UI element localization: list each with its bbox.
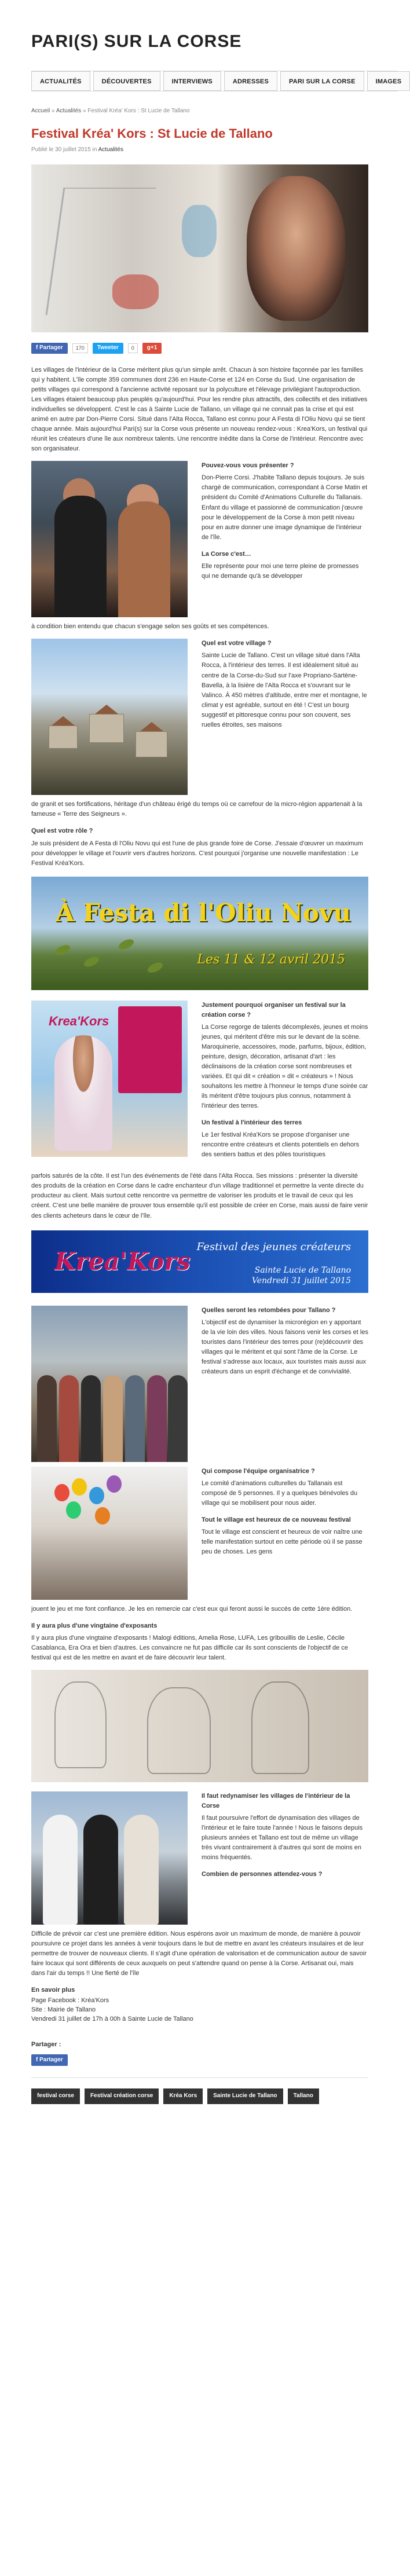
- share-row: [31, 343, 368, 354]
- hero-paint-blue: [182, 205, 217, 257]
- banner-date: Vendredi 31 juillet 2015: [251, 1276, 351, 1285]
- team-block: [31, 1467, 368, 1600]
- poster-title: Krea'Kors: [49, 1013, 109, 1028]
- benefits-text: [202, 1306, 368, 1462]
- answer-continued: à condition bien entendu que chacun s'engage selon ses goûts et ses compétences.: [31, 623, 269, 631]
- village-house: [89, 714, 124, 743]
- facebook-share-button[interactable]: f Partager: [31, 2054, 68, 2066]
- article-category-link[interactable]: Actualités: [98, 146, 123, 153]
- site-logo[interactable]: PARI(S) SUR LA CORSE: [31, 32, 242, 51]
- answer: Le 1er festival Kréa'Kors se propose d'organiser une rencontre entre créateurs et clients potentiels en dehors des sentiers battus et des pôles touristiques: [202, 1131, 360, 1159]
- breadcrumb-sep: »: [50, 108, 56, 114]
- village-house: [49, 725, 78, 749]
- nav-item-decouvertes[interactable]: DÉCOUVERTES: [93, 71, 160, 91]
- nav-item-pari-sur-la-corse[interactable]: PARI SUR LA CORSE: [280, 71, 364, 91]
- krea-kors-poster: [31, 1001, 188, 1157]
- answer: Je suis président de A Festa di l'Oliu Novu qui est l'une de plus grande foire de Corse. J'essaie d'œuvrer un maximum pour développer le village et l'ouvrir vers d'autres horizons. C'est pourquoi j'organise une nouvelle manifestation : Le Festival Kréa'Kors.: [31, 840, 363, 867]
- photo-person: [118, 501, 170, 617]
- banner-date: Les 11 & 12 avril 2015: [197, 952, 345, 967]
- share-label: Partager :: [31, 2040, 61, 2048]
- photo-person: [37, 1375, 57, 1462]
- article-title: Festival Kréa' Kors : St Lucie de Tallano: [31, 126, 273, 141]
- balloon-shape: [95, 1507, 110, 1525]
- answer-continued: parfois saturés de la côte. Il est l'un des événements de l'été dans l'Alta Rocca. Ses missions : présenter la diversité des produits de la création en Corse dans le cadre enchanteur d'un village traditionnel et permettre la vente directe du producteur au client. Mais surtout cette rencontre va permettre de valoriser les produits et le travail de ceux qui les créent. C'est une belle manière de prouver tous ensemble qu'il est possible de créer en Corse, mais aussi de faire venir des clients acheteurs dans le cœur de l'île.: [31, 1172, 368, 1219]
- answer: Il y aura plus d'une vingtaine d'exposants ! Malogi éditions, Amelia Rose, LUFA, Les gribouillis de Leslie, Cécile Casablanca, Era Ora et bien d'autres. Les convaincre ne fut pas difficile car ils sont conscients de l'objectif de ce festival qui est de les mettre en avant et de faire découvrir leur talent.: [31, 1634, 348, 1661]
- olive-shape: [117, 937, 135, 951]
- question: Justement pourquoi organiser un festival sur la création corse ?: [202, 1001, 346, 1018]
- redynamize-text: [202, 1791, 368, 1925]
- top-bar: [0, 0, 398, 6]
- answer: Le comité d'animations culturelles du Tallanais est composé de 5 personnes. Il y a quelques bénévoles du village qui se mobilisent pour nous aider.: [202, 1479, 358, 1507]
- breadcrumb-section[interactable]: Actualités: [56, 108, 82, 114]
- creation-block: [31, 1001, 368, 1167]
- festa-oliu-novu-banner: [31, 877, 368, 990]
- photo-person: [147, 1375, 167, 1462]
- banner-title: À Festa di l'Oliu Novu: [55, 898, 351, 927]
- village-roof: [95, 705, 118, 714]
- tag-tallano[interactable]: Tallano: [288, 2088, 319, 2104]
- balloon-shape: [54, 1484, 69, 1501]
- photo-person: [83, 1815, 118, 1925]
- tag-festival-creation-corse[interactable]: Festival création corse: [85, 2088, 159, 2104]
- answer: Difficile de prévoir car c'est une première édition. Nous espérons avoir un maximum de monde, de manière à pouvoir poursuivre ce projet dans les années à venir toujours dans le but de mettre en avant les créateurs insulaires et de leur permettre de trouver de nouveaux clients. Il s'agit d'une opération de valorisation et de communication autour de savoir faire locaux qui sont différents de ceux auxquels on peut s'attendre quand on pense à la Corse. Artisanat oui, mais dans l'air du temps !! Une fierté de l'île: [31, 1930, 367, 1977]
- interview-text: [202, 461, 368, 617]
- question: Qui compose l'équipe organisatrice ?: [202, 1467, 315, 1475]
- hero-image: [31, 164, 368, 332]
- question: La Corse c'est…: [202, 550, 251, 558]
- group-photo: [31, 1306, 188, 1462]
- intro-paragraph: Les villages de l'intérieur de la Corse méritent plus qu'un simple arrêt. Chacun à son histoire façonnée par les familles qui y habitent. L'île compte 359 communes dont 236 en Haute-Corse et 124 en Corse du Sud. Une organisation de petits villages qui correspond à l'ancienne activité reposant sur la polyculture et l'élevage privilégiant l'autoproduction. Les villages étaient beaucoup plus peuplés qu'aujourd'hui. Pour les rendre plus attractifs, des collectifs et des initiatives individuelles se développent. C'est le cas à Sainte Lucie de Tallano, un village qui ne connait pas la crise et qui est animé en autre par Don-Pierre Corsi. Situé dans l'Alta Rocca, Tallano est connu pour A Festa di l'Oliu Novu qui se tient chaque année. Mais aujourd'hui Pari(s) sur la Corse vous présente un nouveau rendez-vous : Krea'Kors, un festival qui réunit les créateurs d'une île aux nombreux talents. Une rencontre inédite dans la Corse de l'intérieur. Rencontre avec son organisateur.: [31, 366, 368, 453]
- olive-shape: [82, 954, 100, 969]
- balloon-shape: [107, 1475, 122, 1493]
- hero-portrait: [247, 176, 345, 321]
- team-text: [202, 1467, 368, 1600]
- balloon-shape: [89, 1487, 104, 1504]
- question: Quel est votre village ?: [202, 640, 272, 647]
- answer: Don-Pierre Corsi. J'habite Tallano depuis toujours. Je suis chargé de communication, correspondant à Corse Matin et président du Comité d'Animations Culturelle du Tallanais. Enfant du village et passionné de communication j'œuvre pour le développement de la Corse à mon petit niveau pour en autre donner une image dynamique de l'intérieur de l'île.: [202, 474, 368, 541]
- models-photo: [31, 1791, 188, 1925]
- photo-person: [54, 496, 107, 617]
- google-plus-button[interactable]: g+1: [142, 343, 162, 354]
- photo-person: [43, 1815, 78, 1925]
- answer-continued: jouent le jeu et me font confiance. Je les en remercie car c'est eux qui feront aussi le succès de cette 1ère édition.: [31, 1605, 353, 1613]
- village-block: [31, 639, 368, 795]
- facebook-share-count: 170: [72, 343, 88, 353]
- breadcrumb-sep: »: [81, 108, 88, 114]
- question: Un festival à l'intérieur des terres: [202, 1119, 302, 1127]
- article-meta: [31, 146, 368, 155]
- question: Quel est votre rôle ?: [31, 827, 93, 835]
- tag-list: [31, 2088, 368, 2104]
- banner-festival-name: Festival des jeunes créateurs: [196, 1240, 351, 1253]
- question: Pouvez-vous vous présenter ?: [202, 462, 294, 470]
- balloon-shape: [66, 1501, 81, 1519]
- main-nav: [31, 71, 402, 91]
- article-content: [31, 107, 368, 2104]
- photo-person: [103, 1375, 123, 1462]
- answer: La Corse regorge de talents décomplexés, jeunes et moins jeunes, qui méritent d'être mis sur le devant de la scène. Maroquinerie, accessoires, mode, parfums, bijoux, édition, peinture, design, décoration, artisanat d'art : les déclinaisons de la création corse sont nombreuses et variées. Et qui dit « création » dit « créateurs » ! Nous souhaitons les mettre à l'honneur le temps d'une soirée car ils méritent d'être toujours plus connus, notamment à l'intérieur des terres.: [202, 1023, 368, 1110]
- info-date: Vendredi 31 juillet de 17h à 00h à Sainte Lucie de Tallano: [31, 2015, 193, 2022]
- question: Tout le village est heureux de ce nouveau festival: [202, 1516, 351, 1523]
- photo-person: [59, 1375, 79, 1462]
- publish-date: Publié le 30 juillet 2015 in: [31, 146, 98, 153]
- hero-paint-red: [112, 274, 159, 309]
- question: Quelles seront les retombées pour Tallano ?: [202, 1306, 336, 1314]
- village-roof: [52, 716, 75, 725]
- village-photo: [31, 639, 188, 795]
- banner-location: [252, 1265, 351, 1286]
- interview-block: [31, 461, 368, 617]
- facebook-share-button[interactable]: f Partager: [31, 343, 68, 354]
- nav-item-interviews[interactable]: INTERVIEWS: [163, 71, 221, 91]
- art-figure: [54, 1681, 107, 1768]
- answer: Sainte Lucie de Tallano. C'est un village situé dans l'Alta Rocca, à l'intérieur des terres. Il est idéalement situé au centre de la Corse-du-Sud sur l'axe Propriano-Sartène-Bavella, à la lisière de l'Alta Rocca et s'ouvrant sur le Valinco. À 450 mètres d'altitude, entre mer et montagne, le climat y est agréable, surtout en été ! C'est un bourg suggestif et pittoresque connu pour son couvent, ses ruelles étroites, ses maisons: [202, 652, 367, 728]
- answer: Tout le village est conscient et heureux de voir naître une telle manifestation surtout en cette période où il se passe peu de choses. Les gens: [202, 1528, 363, 1555]
- creation-text: [202, 1001, 368, 1167]
- info-facebook[interactable]: Page Facebook : Kréa'Kors: [31, 1997, 109, 2005]
- divider: [31, 2077, 368, 2078]
- balloons-photo: [31, 1467, 188, 1600]
- village-house: [136, 731, 167, 757]
- answer: Il faut poursuivre l'effort de dynamisation des villages de l'intérieur et le faire toute l'année ! Nous le faisons depuis plusieurs années et Tallano est tout de même un village très vivant contrairement à d'autres qui sont de moins en moins fréquentés.: [202, 1814, 363, 1862]
- krea-kors-banner: [31, 1230, 368, 1293]
- village-text: [202, 639, 368, 795]
- photo-person: [168, 1375, 188, 1462]
- art-figure: [147, 1687, 211, 1774]
- answer: Elle représente pour moi une terre pleine de promesses qui ne demande qu'à se développer: [202, 562, 359, 580]
- nav-item-actualites[interactable]: ACTUALITÉS: [31, 71, 90, 91]
- breadcrumb-current: Festival Kréa' Kors : St Lucie de Tallano: [87, 108, 190, 114]
- poster-pink-panel: [118, 1006, 182, 1093]
- banner-place: Sainte Lucie de Tallano: [254, 1265, 351, 1275]
- photo-person: [124, 1815, 159, 1925]
- art-exhibition-photo: [31, 1670, 368, 1782]
- tag-festival-corse[interactable]: festival corse: [31, 2088, 80, 2104]
- answer-continued: de granit et ses fortifications, héritage d'un château érigé du temps où ce carrefour de la micro-région appartenait à la fameuse « Terre des Seigneurs ».: [31, 801, 363, 818]
- interview-photo: [31, 461, 188, 617]
- photo-person: [81, 1375, 101, 1462]
- tag-sainte-lucie-de-tallano[interactable]: Sainte Lucie de Tallano: [207, 2088, 283, 2104]
- art-figure: [251, 1681, 309, 1774]
- answer: L'objectif est de dynamiser la microrégion en y apportant de la vie loin des villes. Nous faisons venir les corses et les touristes dans l'intérieur des terres pour (re)découvrir des villages qui le méritent et qui sont l'âme de la Corse. Le festival s'adresse aux locaux, aux touristes mais aussi aux créateurs dans un esprit d'échange et de convivialité.: [202, 1318, 368, 1375]
- tweet-button[interactable]: Tweeter: [93, 343, 123, 354]
- olive-shape: [146, 960, 164, 974]
- nav-item-images[interactable]: IMAGES: [367, 71, 410, 91]
- breadcrumb-home[interactable]: Accueil: [31, 108, 50, 114]
- photo-person: [125, 1375, 145, 1462]
- redynamize-block: [31, 1791, 368, 1925]
- balloon-shape: [72, 1478, 87, 1496]
- poster-person: [54, 1035, 112, 1151]
- tweet-count: 0: [128, 343, 138, 353]
- nav-item-adresses[interactable]: ADRESSES: [224, 71, 277, 91]
- breadcrumb: [31, 107, 368, 116]
- info-site[interactable]: Site : Mairie de Tallano: [31, 2006, 96, 2014]
- benefits-block: [31, 1306, 368, 1462]
- question: Combien de personnes attendez-vous ?: [202, 1871, 323, 1878]
- question: Il faut redynamiser les villages de l'intérieur de la Corse: [202, 1792, 350, 1809]
- tag-krea-kors[interactable]: Kréa Kors: [163, 2088, 203, 2104]
- olive-shape: [53, 943, 71, 957]
- site-header: [0, 6, 398, 71]
- krea-kors-logo: Krea'Kors: [54, 1247, 191, 1276]
- question: Il y aura plus d'une vingtaine d'exposants: [31, 1622, 158, 1629]
- village-roof: [140, 722, 163, 731]
- info-title: En savoir plus: [31, 1987, 75, 1994]
